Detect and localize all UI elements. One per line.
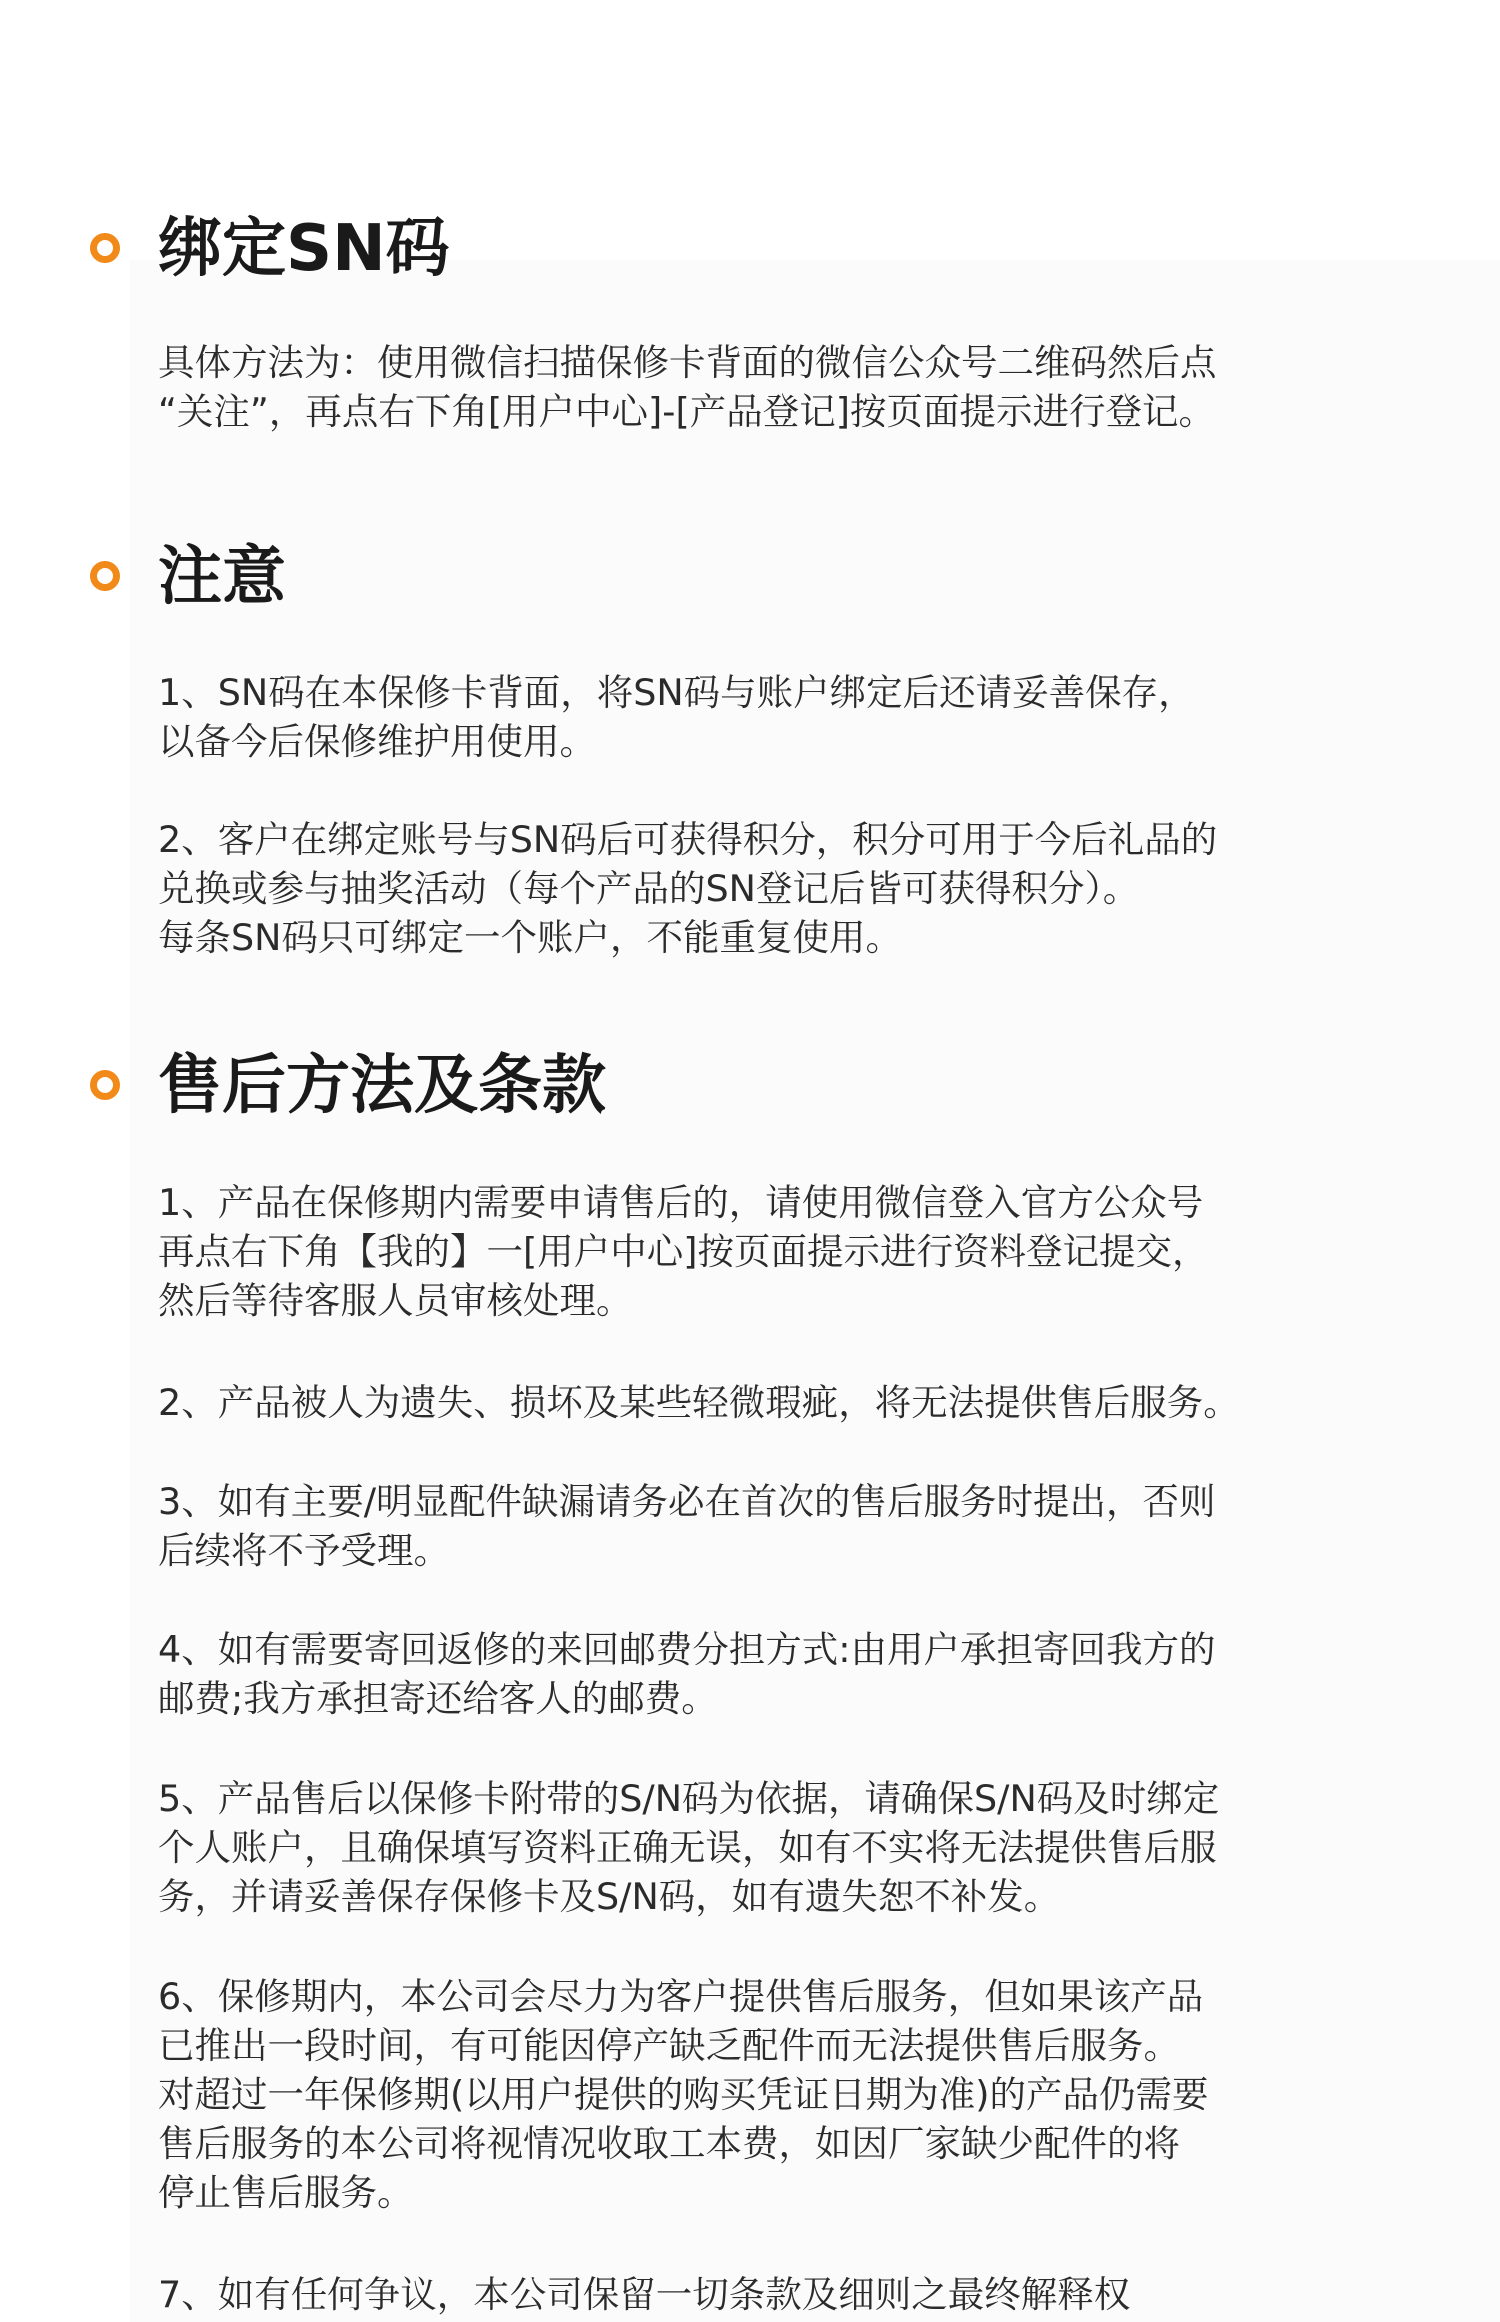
section-paragraph: 1、SN码在本保修卡背面，将SN码与账户绑定后还请妥善保存， 以备今后保修维护用使用。 bbox=[158, 671, 1195, 763]
section-paragraph: 6、保修期内，本公司会尽力为客户提供售后服务，但如果该产品 已推出一段时间，有可能因停产缺乏配件而无法提供售后服务。 对超过一年保修期(以用户提供的购买凭证日期为准)的产品仍需要 售后服务的本公司将视情况收取工本费，如因厂家缺少配件的将 停止售后服务。 bbox=[158, 1975, 1209, 2214]
section-title: 注意 bbox=[158, 540, 286, 614]
section-paragraph: 1、产品在保修期内需要申请售后的，请使用微信登入官方公众号 再点右下角【我的】一[用户中心]按页面提示进行资料登记提交， 然后等待客服人员审核处理。 bbox=[158, 1181, 1209, 1322]
section-heading-after-sales bbox=[0, 1044, 1500, 1134]
section-paragraph: 3、如有主要/明显配件缺漏请务必在首次的售后服务时提出，否则 后续将不予受理。 bbox=[158, 1480, 1216, 1572]
circle-bullet-icon bbox=[90, 233, 120, 263]
section-paragraph: 5、产品售后以保修卡附带的S/N码为依据，请确保S/N码及时绑定 个人账户，且确保填写资料正确无误，如有不实将无法提供售后服 务，并请妥善保存保修卡及S/N码，如有遗失恕不补发。 bbox=[158, 1777, 1220, 1918]
section-title: 售后方法及条款 bbox=[158, 1049, 606, 1123]
circle-bullet-icon bbox=[90, 1070, 120, 1100]
section-paragraph: 具体方法为：使用微信扫描保修卡背面的微信公众号二维码然后点 “关注”，再点右下角[用户中心]-[产品登记]按页面提示进行登记。 bbox=[158, 341, 1217, 433]
section-heading-bind-sn bbox=[0, 207, 1500, 297]
section-paragraph: 2、客户在绑定账号与SN码后可获得积分，积分可用于今后礼品的 兑换或参与抽奖活动（每个产品的SN登记后皆可获得积分）。 每条SN码只可绑定一个账户，不能重复使用。 bbox=[158, 818, 1218, 959]
section-paragraph: 4、如有需要寄回返修的来回邮费分担方式:由用户承担寄回我方的 邮费;我方承担寄还给客人的邮费。 bbox=[158, 1628, 1216, 1720]
section-paragraph: 2、产品被人为遗失、损坏及某些轻微瑕疵，将无法提供售后服务。 bbox=[158, 1381, 1240, 1424]
section-title: 绑定SN码 bbox=[158, 212, 450, 286]
circle-bullet-icon bbox=[90, 561, 120, 591]
section-paragraph: 7、如有任何争议，本公司保留一切条款及细则之最终解释权 bbox=[158, 2273, 1131, 2316]
section-heading-notice bbox=[0, 535, 1500, 625]
